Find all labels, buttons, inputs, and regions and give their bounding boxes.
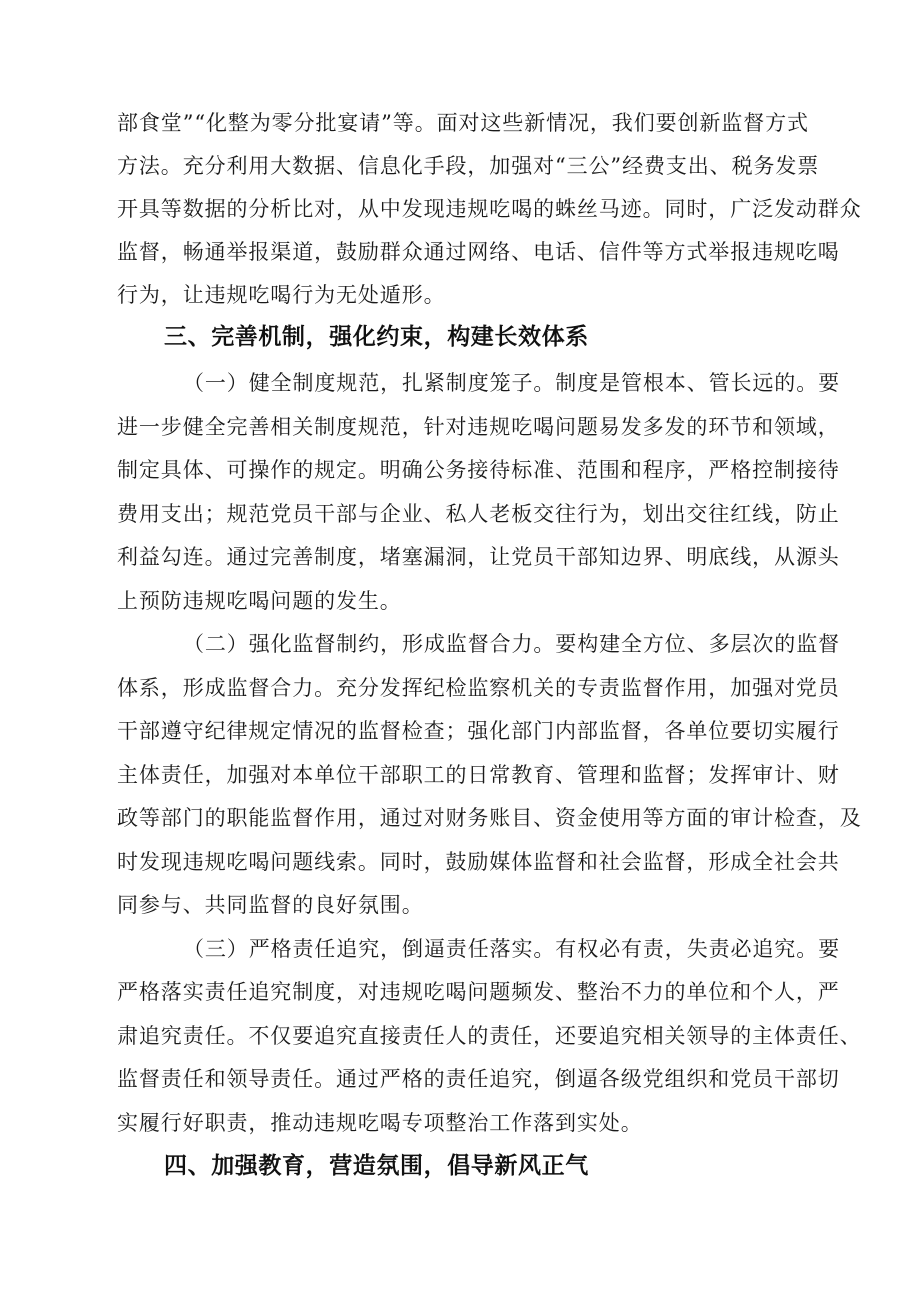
- paragraph-line: 方法。充分利用大数据、信息化手段，加强对“三公”经费支出、税务发票: [117, 154, 820, 178]
- paragraph-line: 政等部门的职能监督作用，通过对财务账目、资金使用等方面的审计检查，及: [117, 806, 862, 830]
- paragraph-line: 同参与、共同监督的良好氛围。: [117, 893, 424, 917]
- section-heading-4: 四、加强教育，营造氛围，倡导新风正气: [164, 1153, 589, 1179]
- paragraph-line: 进一步健全完善相关制度规范，针对违规吃喝问题易发多发的环节和领域，: [117, 415, 840, 439]
- paragraph-line: 肃追究责任。不仅要追究直接责任人的责任，还要追究相关领导的主体责任、: [117, 1024, 862, 1048]
- paragraph-line: 监督责任和领导责任。通过严格的责任追究，倒逼各级党组织和党员干部切: [117, 1067, 840, 1091]
- paragraph-line: 费用支出；规范党员干部与企业、私人老板交往行为，划出交往红线，防止: [117, 502, 840, 526]
- paragraph-line: 制定具体、可操作的规定。明确公务接待标准、范围和程序，严格控制接待: [117, 458, 840, 482]
- paragraph-line: 利益勾连。通过完善制度，堵塞漏洞，让党员干部知边界、明底线，从源头: [117, 545, 840, 569]
- paragraph-line: 体系，形成监督合力。充分发挥纪检监察机关的专责监督作用，加强对党员: [117, 676, 840, 700]
- section-heading-3: 三、完善机制，强化约束，构建长效体系: [164, 324, 589, 350]
- paragraph-line: 上预防违规吃喝问题的发生。: [117, 589, 402, 613]
- paragraph-line: （二）强化监督制约，形成监督合力。要构建全方位、多层次的监督: [183, 632, 840, 656]
- paragraph-line: 部食堂”“化整为零分批宴请”等。面对这些新情况，我们要创新监督方式: [117, 111, 809, 135]
- paragraph-line: 时发现违规吃喝问题线索。同时，鼓励媒体监督和社会监督，形成全社会共: [117, 850, 840, 874]
- paragraph-line: 主体责任，加强对本单位干部职工的日常教育、管理和监督；发挥审计、财: [117, 763, 840, 787]
- paragraph-line: 监督，畅通举报渠道，鼓励群众通过网络、电话、信件等方式举报违规吃喝: [117, 240, 840, 264]
- paragraph-line: 开具等数据的分析比对，从中发现违规吃喝的蛛丝马迹。同时，广泛发动群众: [117, 197, 862, 221]
- paragraph-line: （三）严格责任追究，倒逼责任落实。有权必有责，失责必追究。要: [183, 937, 840, 961]
- paragraph-line: 干部遵守纪律规定情况的监督检查；强化部门内部监督，各单位要切实履行: [117, 719, 840, 743]
- paragraph-line: 实履行好职责，推动违规吃喝专项整治工作落到实处。: [117, 1111, 643, 1135]
- paragraph-line: 严格落实责任追究制度，对违规吃喝问题频发、整治不力的单位和个人，严: [117, 980, 840, 1004]
- paragraph-line: （一）健全制度规范，扎紧制度笼子。制度是管根本、管长远的。要: [183, 371, 840, 395]
- paragraph-line: 行为，让违规吃喝行为无处遁形。: [117, 283, 446, 307]
